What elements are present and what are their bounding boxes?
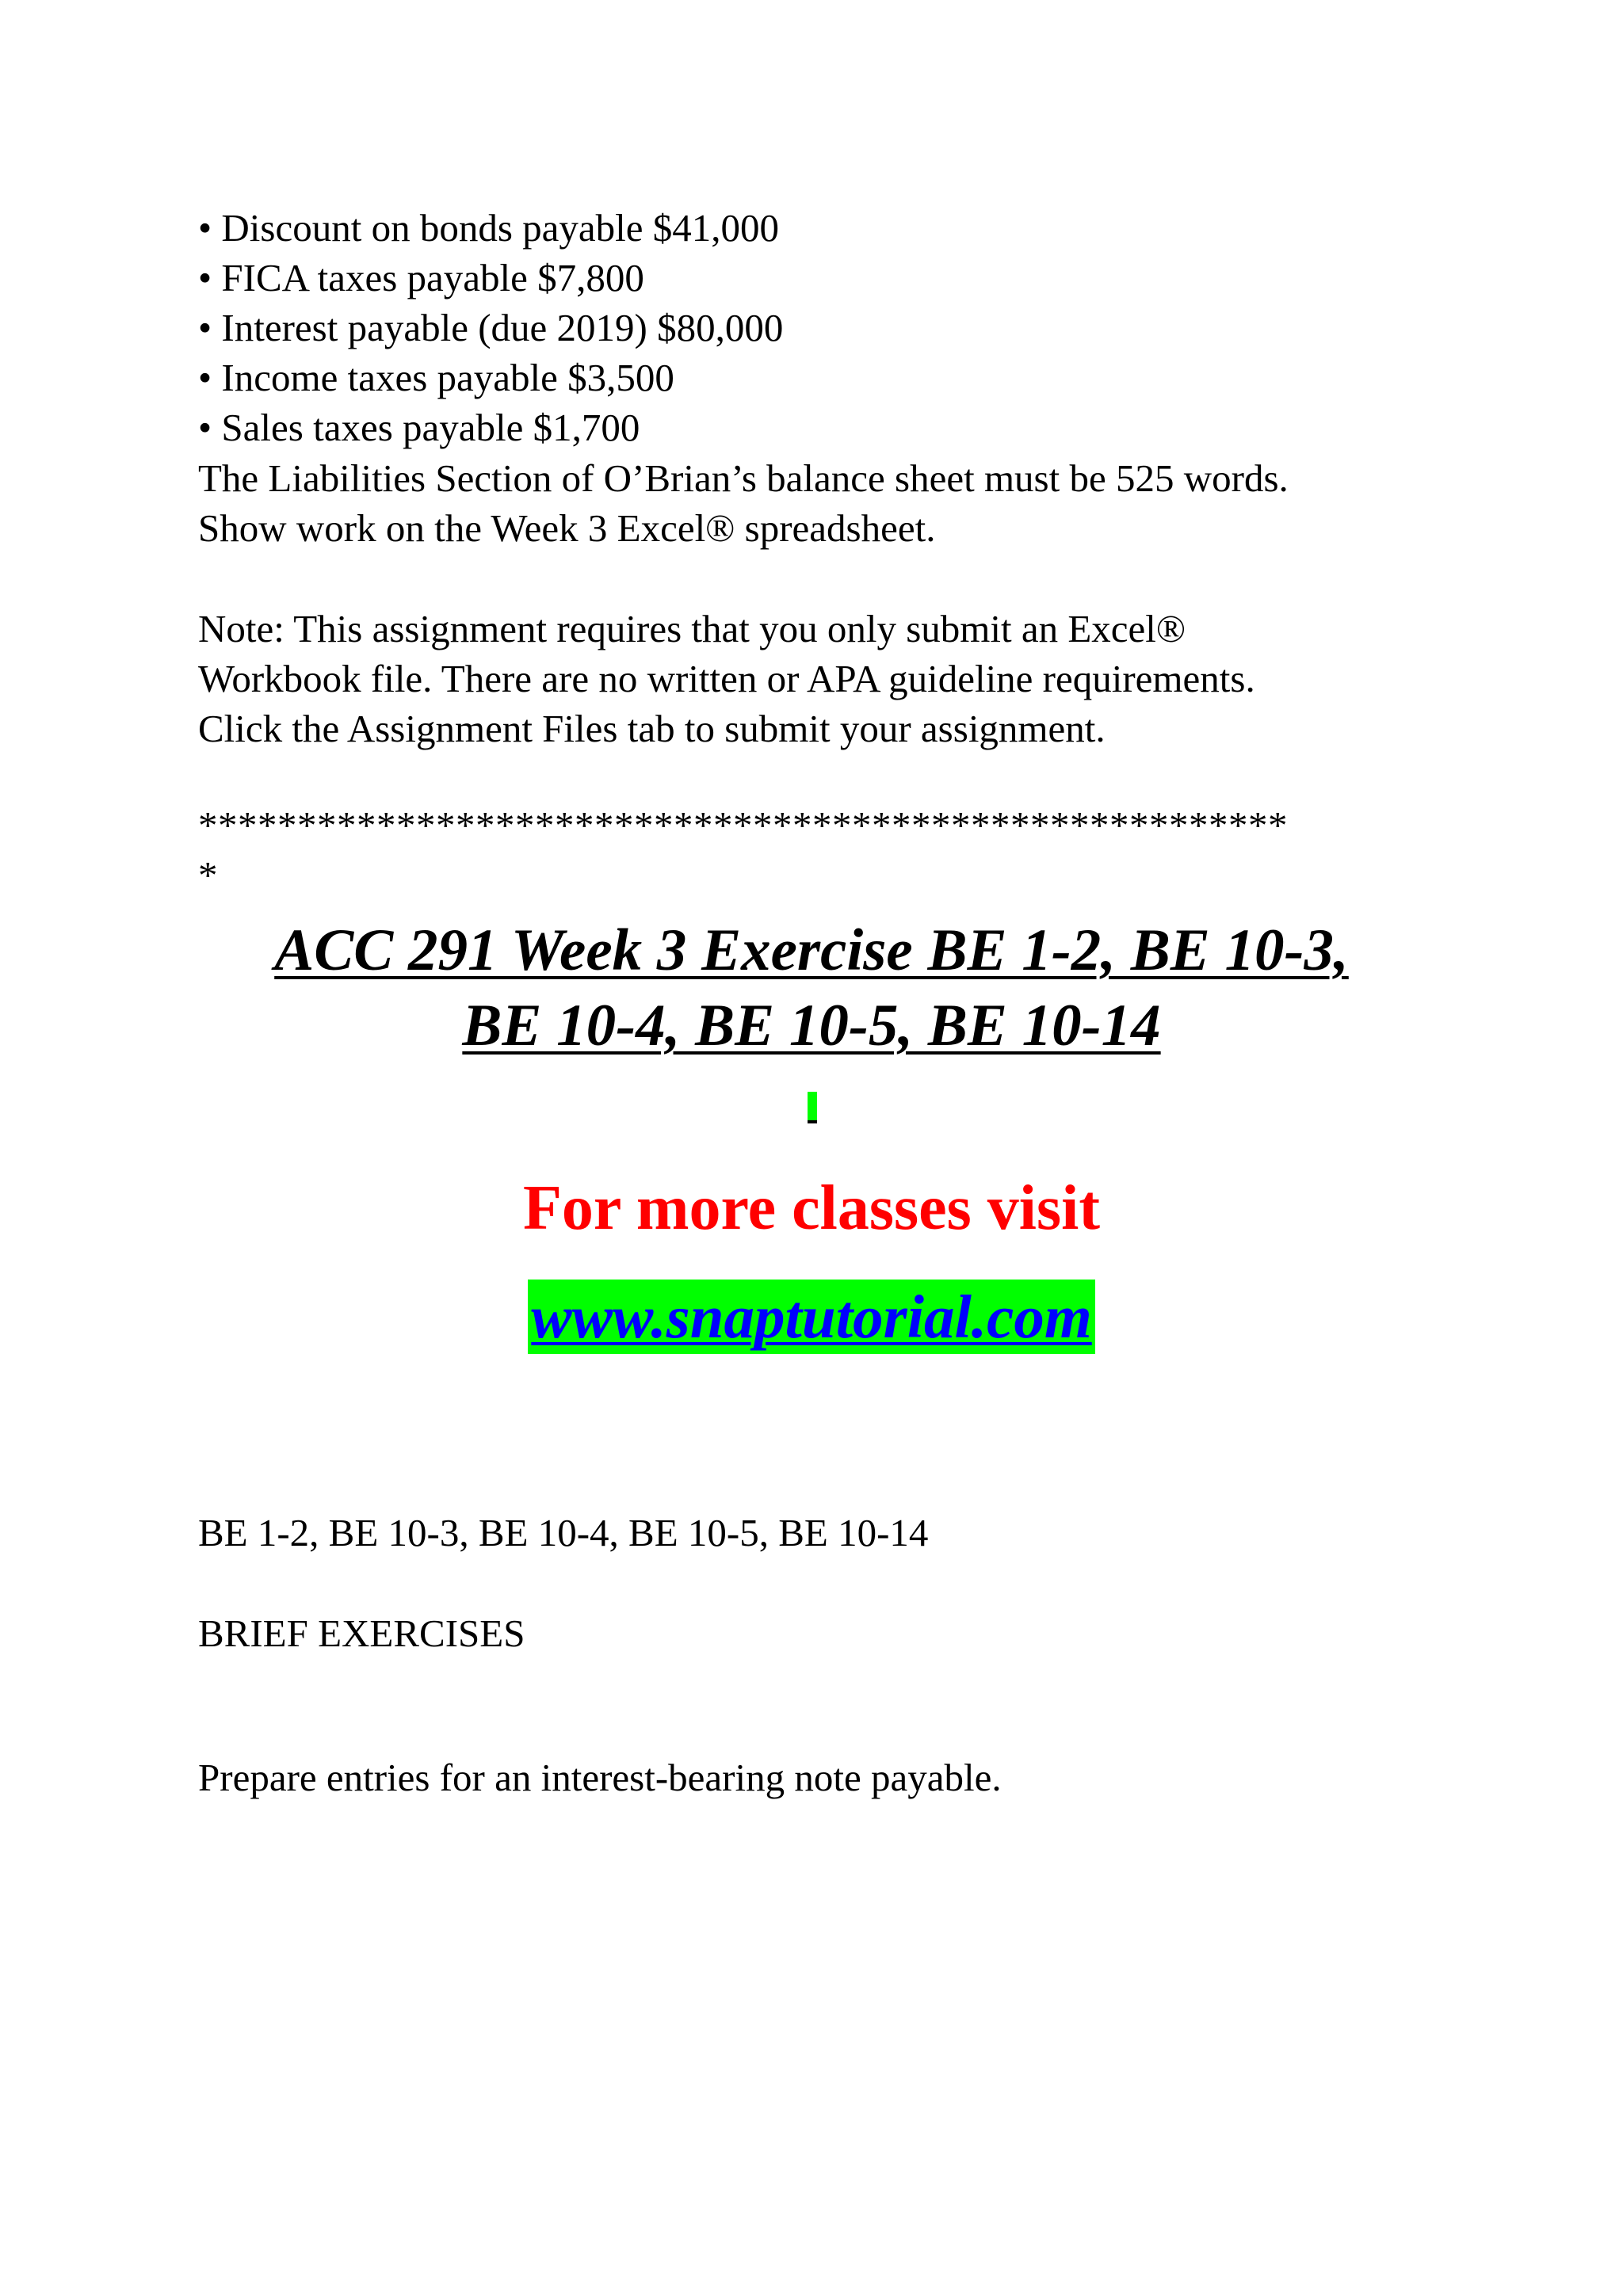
bullet-interest-payable: • Interest payable (due 2019) $80,000 <box>198 306 784 349</box>
section-title: BRIEF EXERCISES <box>198 1611 525 1655</box>
note-line-2: Workbook file. There are no written or APA guideline requirements. <box>198 657 1255 700</box>
bullet-fica-taxes: • FICA taxes payable $7,800 <box>198 256 644 299</box>
asterisk-line-2: * <box>198 853 218 897</box>
bullet-sales-taxes: • Sales taxes payable $1,700 <box>198 406 640 449</box>
bullet-discount-bonds: • Discount on bonds payable $41,000 <box>198 206 780 250</box>
note-line-3: Click the Assignment Files tab to submit your assignment. <box>198 707 1106 750</box>
liabilities-line-1: The Liabilities Section of O’Brian’s balance sheet must be 525 words. <box>198 456 1289 500</box>
asterisk-line-1: ******************************************************* <box>198 803 1288 847</box>
instruction-text: Prepare entries for an interest-bearing note payable. <box>198 1756 1002 1799</box>
link-container <box>0 1280 1623 1354</box>
page-title-line-2: BE 10-4, BE 10-5, BE 10-14 <box>462 993 1161 1058</box>
highlight-marker <box>808 1092 817 1123</box>
snaptutorial-link[interactable]: www.snaptutorial.com <box>528 1280 1094 1354</box>
promo-text: For more classes visit <box>522 1173 1100 1243</box>
liabilities-line-2: Show work on the Week 3 Excel® spreadsheet. <box>198 506 936 550</box>
exercise-list: BE 1-2, BE 10-3, BE 10-4, BE 10-5, BE 10-14 <box>198 1511 929 1554</box>
note-line-1: Note: This assignment requires that you only submit an Excel® <box>198 607 1186 650</box>
bullet-income-taxes: • Income taxes payable $3,500 <box>198 356 674 399</box>
page-title-line-1: ACC 291 Week 3 Exercise BE 1-2, BE 10-3, <box>274 917 1349 983</box>
asterisk-separator <box>198 800 1288 900</box>
